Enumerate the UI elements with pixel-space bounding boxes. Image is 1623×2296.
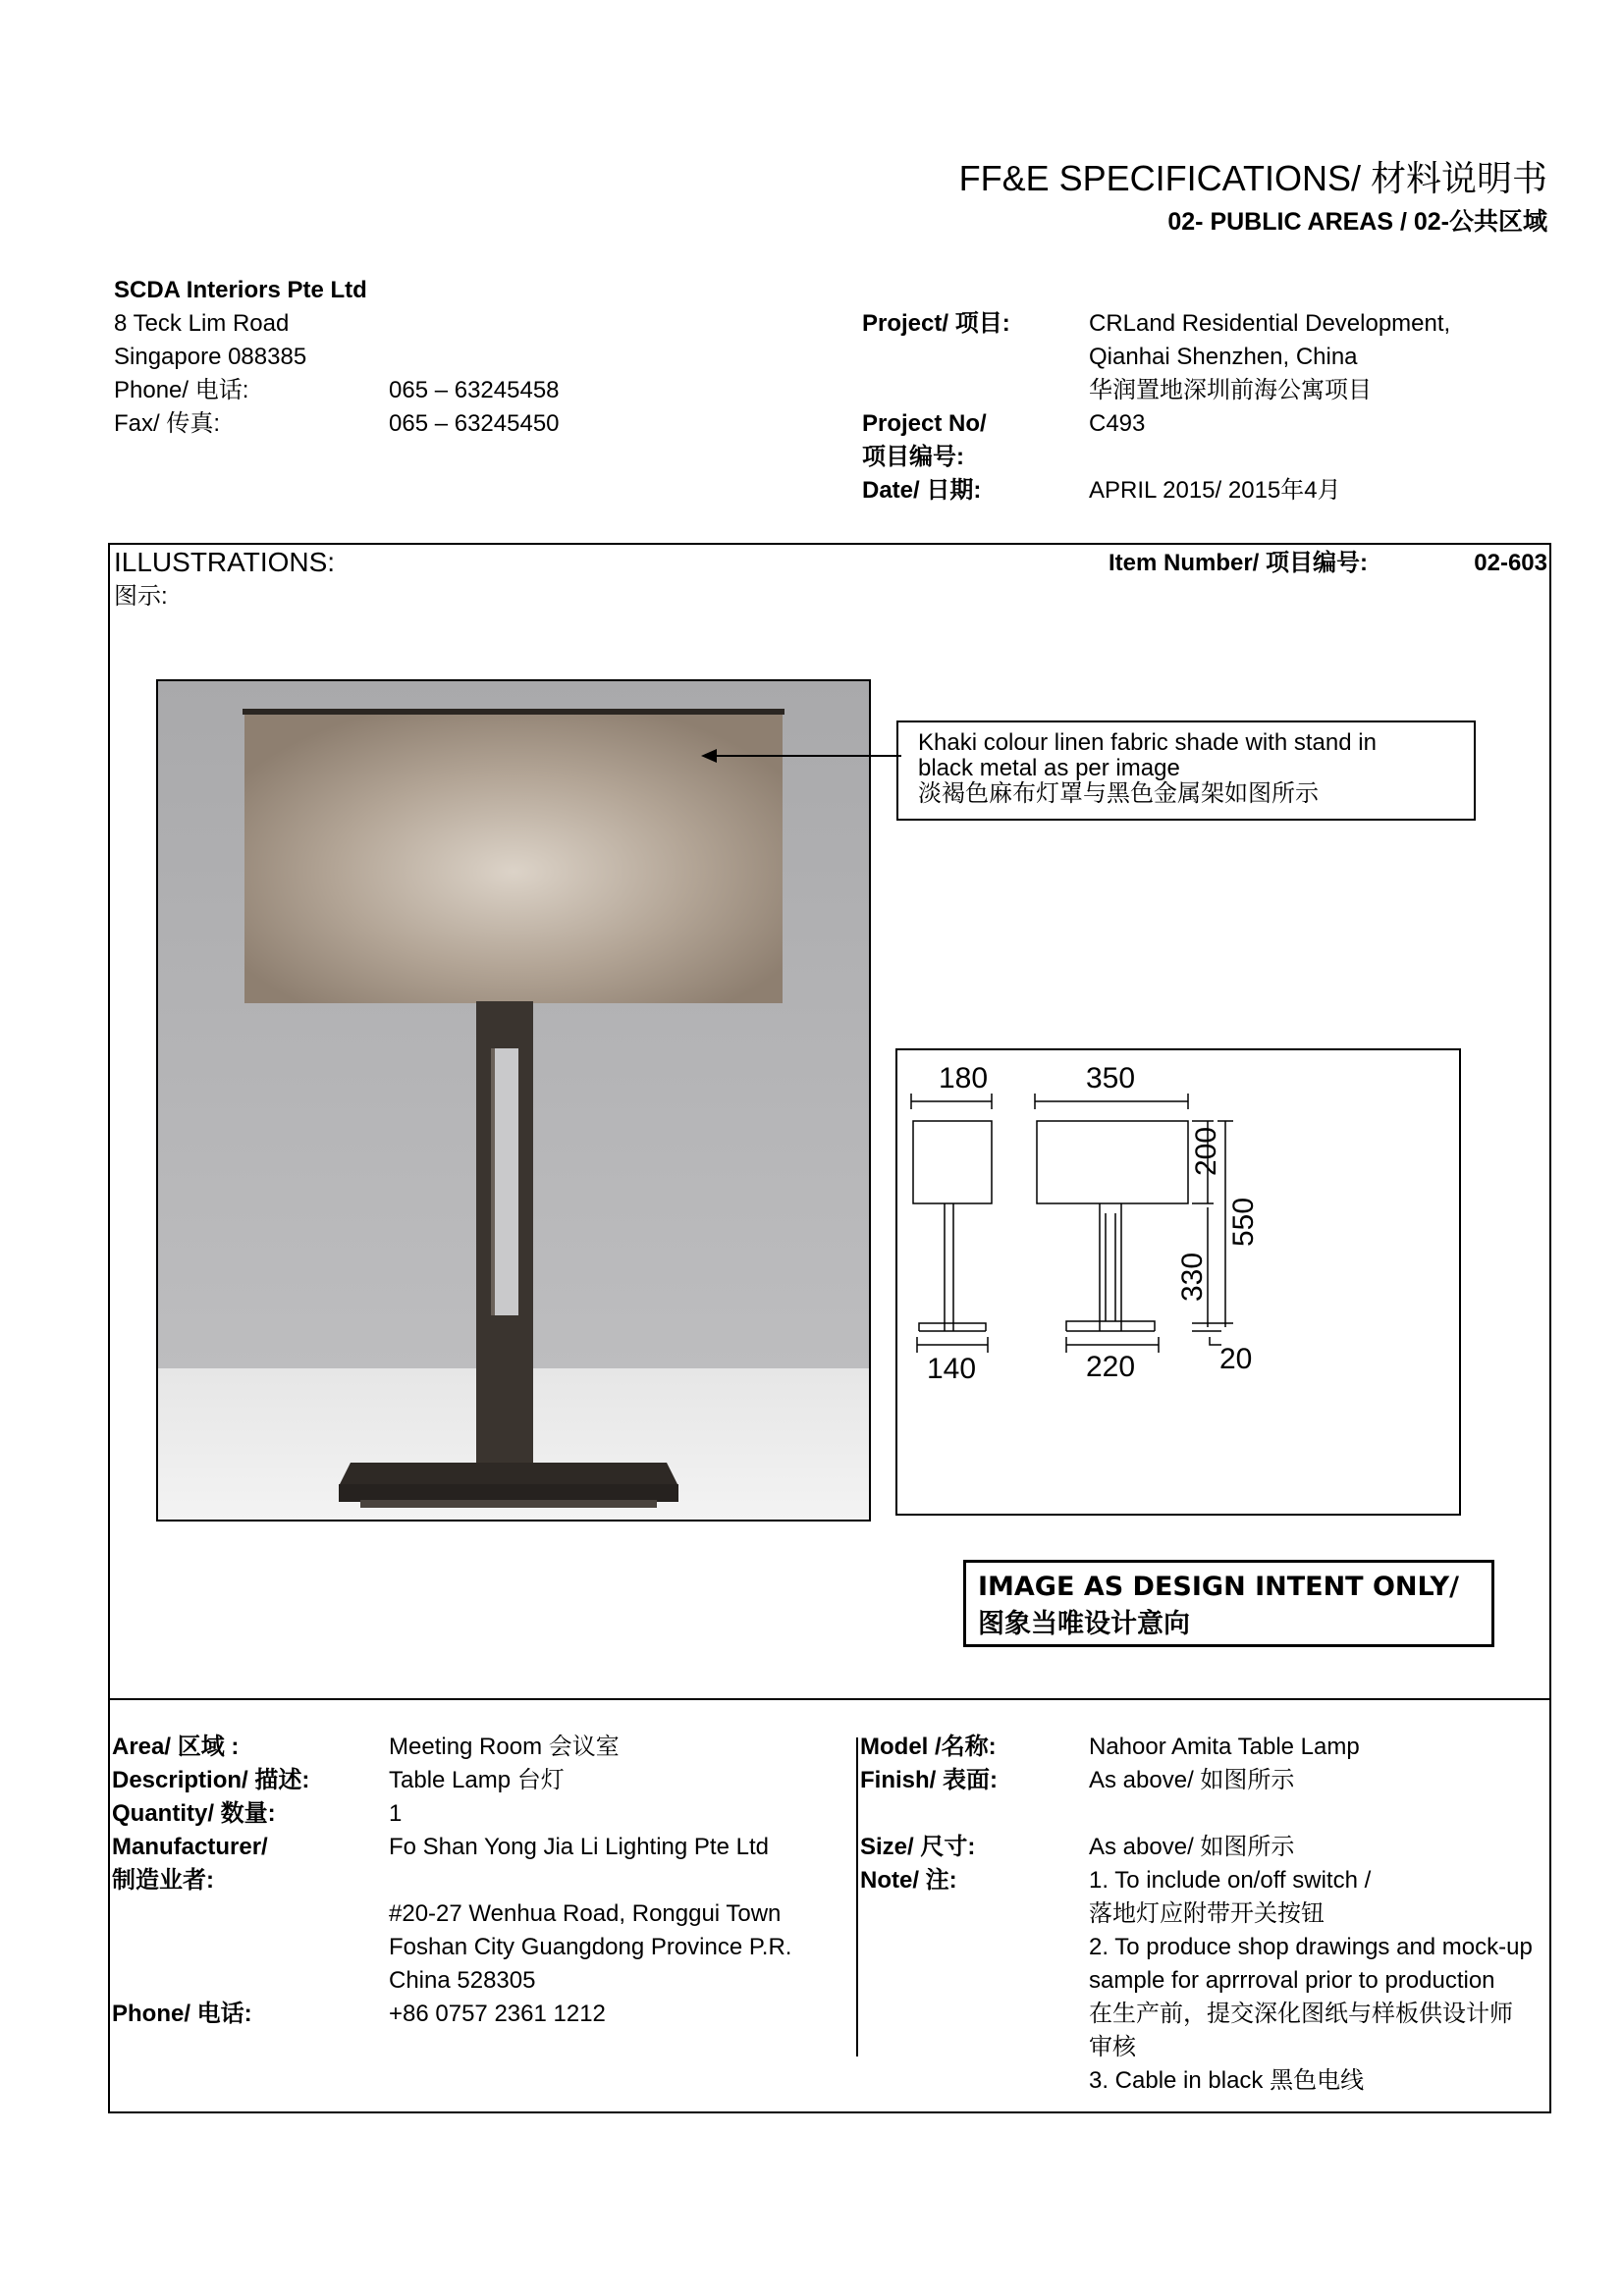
lamp-elevation-drawing: [897, 1050, 1459, 1514]
date-label: Date/ 日期:: [862, 477, 982, 504]
size-value: As above/ 如图所示: [1089, 1834, 1295, 1860]
dim-shade-depth: 180: [939, 1062, 989, 1095]
model-label: Model /名称:: [860, 1734, 997, 1760]
spec-title: FF&E SPECIFICATIONS/ 材料说明书: [958, 158, 1547, 198]
dim-shade-height: 200: [1190, 1126, 1222, 1176]
note-2-cn: 在生产前，提交深化图纸与样板供设计师: [1089, 2001, 1513, 2027]
manufacturer-label: Manufacturer/: [112, 1834, 268, 1860]
manufacturer-address-line1: #20-27 Wenhua Road, Ronggui Town: [389, 1900, 782, 1927]
illustrations-label: ILLUSTRATIONS:: [114, 547, 336, 577]
table-lamp-photo: [158, 681, 869, 1520]
dim-stem-height: 330: [1176, 1252, 1209, 1302]
manufacturer-address-line3: China 528305: [389, 1967, 536, 1994]
quantity-label: Quantity/ 数量:: [112, 1800, 276, 1827]
illustrations-label-cn: 图示:: [114, 583, 168, 610]
company-phone-label: Phone/ 电话:: [114, 377, 249, 403]
model-value: Nahoor Amita Table Lamp: [1089, 1734, 1360, 1760]
manufacturer-phone-label: Phone/ 电话:: [112, 2001, 252, 2027]
project-no-label-cn: 项目编号:: [862, 444, 964, 470]
project-name-line1: CRLand Residential Development,: [1089, 310, 1451, 337]
item-number: 02-603: [1474, 550, 1547, 576]
design-intent-note: [963, 1560, 1494, 1647]
callout-arrow: [687, 741, 903, 771]
company-address-line1: 8 Teck Lim Road: [114, 310, 290, 337]
dimension-drawing: [895, 1048, 1461, 1516]
note-1-cn: 落地灯应附带开关按钮: [1089, 1900, 1325, 1927]
callout-line3: 淡褐色麻布灯罩与黑色金属架如图所示: [918, 780, 1319, 807]
company-phone: 065 – 63245458: [389, 377, 560, 403]
description-label: Description/ 描述:: [112, 1767, 310, 1793]
company-address-line2: Singapore 088385: [114, 344, 307, 370]
design-intent-line2: 图象当唯设计意向: [978, 1609, 1190, 1639]
dim-base-width: 220: [1086, 1351, 1136, 1383]
finish-value: As above/ 如图所示: [1089, 1767, 1295, 1793]
dim-base-depth: 140: [927, 1353, 977, 1385]
section-divider: [110, 1698, 1549, 1700]
project-name-line2: Qianhai Shenzhen, China: [1089, 344, 1358, 370]
area-value: Meeting Room 会议室: [389, 1734, 620, 1760]
manufacturer-value: Fo Shan Yong Jia Li Lighting Pte Ltd: [389, 1834, 769, 1860]
note-1: 1. To include on/off switch /: [1089, 1867, 1372, 1894]
project-no: C493: [1089, 410, 1146, 437]
note-2-cn-line2: 审核: [1089, 2034, 1136, 2060]
note-3: 3. Cable in black 黑色电线: [1089, 2067, 1365, 2094]
note-label: Note/ 注:: [860, 1867, 957, 1894]
material-callout: [896, 721, 1476, 821]
quantity-value: 1: [389, 1800, 403, 1827]
project-name-line3: 华润置地深圳前海公寓项目: [1089, 377, 1372, 403]
area-label: Area/ 区域 :: [112, 1734, 240, 1760]
date-value: APRIL 2015/ 2015年4月: [1089, 477, 1341, 504]
item-number-label: Item Number/ 项目编号:: [1108, 550, 1368, 576]
description-value: Table Lamp 台灯: [389, 1767, 565, 1793]
company-fax-label: Fax/ 传真:: [114, 410, 221, 437]
details-column-divider: [856, 1737, 858, 2056]
callout-line2: black metal as per image: [918, 755, 1180, 781]
dim-total-height: 550: [1227, 1197, 1260, 1247]
note-2-line2: sample for aprrroval prior to production: [1089, 1967, 1495, 1994]
manufacturer-address-line2: Foshan City Guangdong Province P.R.: [389, 1934, 792, 1960]
note-2: 2. To produce shop drawings and mock-up: [1089, 1934, 1533, 1960]
design-intent-line1: IMAGE AS DESIGN INTENT ONLY/: [978, 1572, 1459, 1602]
company-fax: 065 – 63245450: [389, 410, 560, 437]
manufacturer-label-cn: 制造业者:: [112, 1867, 214, 1894]
company-name: SCDA Interiors Pte Ltd: [114, 277, 367, 303]
manufacturer-phone: +86 0757 2361 1212: [389, 2001, 606, 2027]
project-label: Project/ 项目:: [862, 310, 1010, 337]
size-label: Size/ 尺寸:: [860, 1834, 976, 1860]
dim-base-height: 20: [1219, 1343, 1253, 1375]
product-photo: [156, 679, 871, 1522]
dim-shade-width: 350: [1086, 1062, 1136, 1095]
project-no-label: Project No/: [862, 410, 987, 437]
callout-line1: Khaki colour linen fabric shade with stand in: [918, 729, 1377, 756]
finish-label: Finish/ 表面:: [860, 1767, 998, 1793]
spec-subtitle: 02- PUBLIC AREAS / 02-公共区域: [1167, 208, 1547, 236]
